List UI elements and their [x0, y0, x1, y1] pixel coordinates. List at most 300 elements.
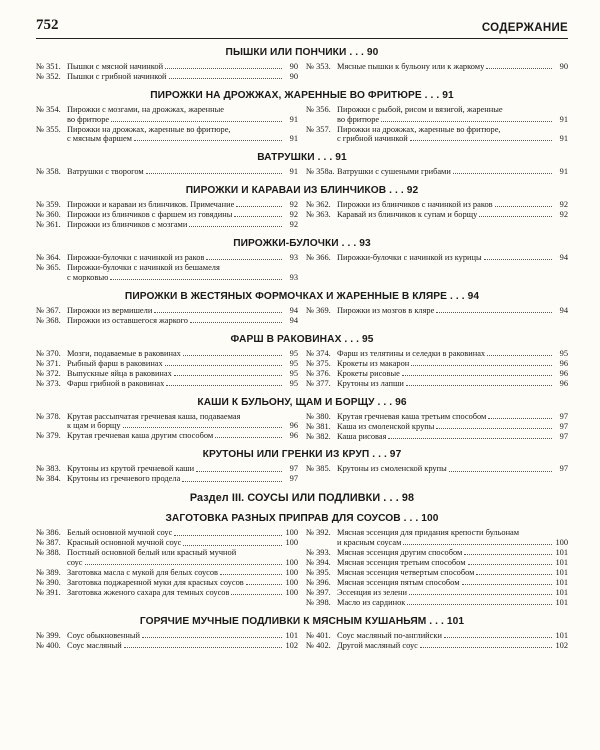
page-ref: 90	[289, 62, 298, 71]
toc-entry[interactable]	[36, 167, 298, 177]
recipe-number: № 358а.	[306, 167, 335, 177]
section-heading: ПИРОЖКИ И КАРАВАИ ИЗ БЛИНЧИКОВ . . . 92	[185, 185, 419, 197]
recipe-title: Мясная эссенция пятым способом	[337, 577, 460, 587]
recipe-title: Крутая гречневая каша другим способом	[67, 431, 214, 441]
leader-dots	[165, 359, 282, 366]
toc-section	[36, 184, 568, 230]
recipe-number: № 357.	[306, 124, 331, 134]
leader-dots	[166, 379, 282, 386]
right-column	[306, 528, 568, 607]
page-ref: 93	[289, 253, 298, 263]
recipe-title: Заготовка жженого сахара для темных соусов	[67, 587, 230, 597]
recipe-number: № 353.	[306, 62, 331, 71]
leader-dots	[487, 349, 552, 356]
page-ref: 96	[289, 421, 298, 431]
toc-entry[interactable]	[306, 588, 568, 598]
toc-entry[interactable]	[306, 306, 568, 316]
recipe-number: № 354.	[36, 104, 61, 114]
toc-entry[interactable]	[306, 253, 568, 263]
leader-dots	[462, 578, 552, 585]
page-ref: 96	[559, 358, 568, 368]
section-heading: ПИРОЖКИ-БУЛОЧКИ . . . 93	[233, 238, 371, 250]
leader-dots	[124, 641, 282, 648]
left-column	[36, 62, 298, 82]
page-ref: 95	[289, 358, 298, 368]
recipe-number: № 371.	[36, 358, 61, 368]
recipe-title: Выпускные яйца в раковинах	[67, 368, 172, 378]
toc-entry[interactable]	[306, 631, 568, 641]
leader-dots	[409, 588, 552, 595]
recipe-title: Пирожки из оставшегося жаркого	[67, 315, 188, 325]
leader-dots	[183, 349, 282, 356]
leader-dots	[174, 528, 282, 535]
toc-entry[interactable]	[36, 431, 298, 441]
page-ref: 96	[559, 368, 568, 378]
recipe-title: Мясная эссенция третьим способом	[337, 558, 466, 568]
recipe-number: № 392.	[306, 528, 331, 538]
recipe-title: Крутая гречневая каша третьим способом	[337, 411, 487, 421]
recipe-title: Пышки с мясной начинкой	[67, 62, 164, 71]
leader-dots	[85, 558, 283, 565]
leader-dots	[236, 200, 282, 207]
leader-dots	[495, 200, 552, 207]
recipe-title: Фарш грибной в раковинах	[67, 378, 165, 388]
recipe-title: Крутоны из смоленской крупы	[337, 464, 447, 474]
page-ref: 97	[559, 411, 568, 421]
leader-dots	[381, 115, 552, 122]
leader-dots	[174, 369, 282, 376]
leader-dots	[231, 588, 282, 595]
toc-entry[interactable]	[36, 528, 298, 538]
leader-dots	[420, 641, 552, 648]
toc-section	[36, 89, 568, 144]
recipe-title: с грибной начинкой	[337, 134, 408, 144]
recipe-number: № 368.	[36, 315, 61, 325]
toc-entry[interactable]	[36, 464, 298, 474]
toc-entry[interactable]	[306, 412, 568, 422]
section-heading: КРУТОНЫ ИЛИ ГРЕНКИ ИЗ КРУП . . . 97	[202, 449, 402, 461]
leader-dots	[206, 253, 282, 260]
page-ref: 100	[285, 577, 298, 587]
toc-entry[interactable]	[36, 306, 298, 316]
toc-entry[interactable]	[36, 263, 298, 282]
page-ref: 90	[559, 62, 568, 71]
page-ref: 95	[559, 348, 568, 358]
page-ref: 96	[559, 378, 568, 388]
recipe-title: Постный основной белый или красный мучной	[67, 548, 237, 558]
recipe-title: Пирожки из блинчиков с начинкой из раков	[337, 200, 493, 210]
page-ref: 101	[555, 577, 568, 587]
recipe-title: Эссенция из зелени	[337, 587, 407, 597]
recipe-number: № 395.	[306, 568, 331, 577]
recipe-number: № 402.	[306, 640, 331, 650]
recipe-title: Пирожки с рыбой, рисом и вязигой, жаренные	[337, 104, 503, 114]
page-ref: 101	[555, 597, 568, 607]
recipe-title: Каша рисовая	[337, 431, 387, 441]
page-ref: 92	[289, 220, 298, 230]
recipe-title: Пирожки из блинчиков с фаршем из говядины	[67, 210, 233, 220]
recipe-title: Пирожки из блинчиков с мозгами	[67, 220, 188, 230]
toc-entry[interactable]	[306, 641, 568, 651]
page-ref: 100	[285, 528, 298, 538]
right-column	[306, 306, 568, 326]
section-heading: ГОРЯЧИЕ МУЧНЫЕ ПОДЛИВКИ К МЯСНЫМ КУШАНЬЯМ . . . 101	[139, 615, 465, 627]
page-ref: 91	[559, 134, 568, 144]
recipe-title: с мясным фаршем	[67, 134, 132, 144]
recipe-number: № 399.	[36, 630, 61, 640]
page-ref: 92	[289, 210, 298, 220]
right-column	[306, 62, 568, 82]
toc-entry[interactable]	[306, 359, 568, 369]
recipe-title: Другой масляный соус	[337, 640, 418, 650]
toc-entry[interactable]	[36, 631, 298, 641]
toc-section	[36, 333, 568, 389]
page-ref: 102	[555, 640, 568, 650]
leader-dots	[142, 631, 282, 638]
toc-entry[interactable]	[306, 62, 568, 72]
leader-dots	[146, 167, 282, 174]
page-ref: 100	[285, 538, 298, 548]
leader-dots	[406, 379, 552, 386]
leader-dots	[436, 306, 552, 313]
page-ref: 97	[559, 431, 568, 441]
toc-section	[36, 492, 568, 505]
recipe-title: Пирожки-булочки с начинкой из раков	[67, 253, 205, 263]
recipe-number: № 385.	[306, 464, 331, 474]
leader-dots	[464, 548, 552, 555]
toc-entry[interactable]	[36, 548, 298, 567]
leader-dots	[165, 62, 282, 69]
page-ref: 92	[559, 200, 568, 210]
leader-dots	[436, 422, 552, 429]
recipe-number: № 383.	[36, 464, 61, 474]
toc-entry[interactable]	[36, 105, 298, 124]
page-ref: 95	[289, 378, 298, 388]
toc-entry[interactable]	[306, 568, 568, 578]
page-ref: 102	[285, 640, 298, 650]
recipe-title: Каша из смоленской крупы	[337, 421, 435, 431]
toc-entry[interactable]	[36, 568, 298, 578]
toc-section	[36, 448, 568, 484]
section-heading: ПИРОЖКИ В ЖЕСТЯНЫХ ФОРМОЧКАХ И ЖАРЕННЫЕ В КЛЯРЕ . . . 94	[124, 290, 480, 302]
recipe-title: Ватрушки с творогом	[67, 167, 144, 177]
section-heading: ПИРОЖКИ НА ДРОЖЖАХ, ЖАРЕННЫЕ ВО ФРИТЮРЕ . . . 91	[150, 89, 454, 101]
recipe-number: № 391.	[36, 587, 61, 597]
recipe-title: Пирожки на дрожжах, жаренные во фритюре,	[67, 124, 231, 134]
recipe-number: № 374.	[306, 348, 331, 358]
recipe-number: № 378.	[36, 411, 61, 421]
recipe-title: Заготовка поджаренной муки для красных соусов	[67, 577, 244, 587]
section-heading: ПЫШКИ ИЛИ ПОНЧИКИ . . . 90	[225, 47, 379, 58]
page-ref: 101	[555, 630, 568, 640]
page-ref: 96	[289, 431, 298, 441]
recipe-title: Крутоны из гречневого продела	[67, 474, 181, 484]
page-ref: 101	[555, 587, 568, 597]
toc-entry[interactable]	[36, 349, 298, 359]
recipe-number: № 372.	[36, 368, 61, 378]
toc-entry[interactable]	[306, 598, 568, 608]
leader-dots	[388, 432, 552, 439]
section-heading: ВАТРУШКИ . . . 91	[257, 152, 347, 164]
toc-entry[interactable]	[306, 548, 568, 558]
recipe-number: № 361.	[36, 220, 61, 230]
recipe-number: № 377.	[306, 378, 331, 388]
recipe-title: Крокеты рисовые	[337, 368, 400, 378]
recipe-title: соус	[67, 558, 83, 568]
leader-dots	[411, 359, 552, 366]
recipe-title: Фарш из телятины и селедки в раковинах	[337, 348, 486, 358]
recipe-title: Пирожки на дрожжах, жаренные во фритюре,	[337, 124, 501, 134]
page-ref: 100	[285, 558, 298, 568]
toc-entry[interactable]	[36, 578, 298, 588]
recipe-title: Пирожки-булочки с начинкой из курицы	[337, 253, 482, 263]
page-ref: 100	[555, 538, 568, 548]
toc-entry[interactable]	[306, 432, 568, 442]
leader-dots	[123, 421, 282, 428]
recipe-number: № 356.	[306, 104, 331, 114]
recipe-number: № 384.	[36, 474, 61, 484]
recipe-title: Белый основной мучной соус	[67, 528, 173, 538]
recipe-number: № 393.	[306, 548, 331, 558]
part-heading: Раздел III. СОУСЫ ИЛИ ПОДЛИВКИ . . . 98	[189, 492, 415, 505]
recipe-number: № 360.	[36, 210, 61, 220]
left-column	[36, 631, 298, 651]
recipe-title: Мясная эссенция для придания крепости бульонам	[337, 528, 520, 538]
page-ref: 91	[289, 167, 298, 177]
right-column	[306, 412, 568, 442]
recipe-title: Крутоны из крутой гречневой каши	[67, 464, 195, 474]
right-column	[306, 105, 568, 144]
recipe-number: № 400.	[36, 640, 61, 650]
page-ref: 97	[289, 464, 298, 474]
recipe-number: № 398.	[306, 597, 331, 607]
leader-dots	[444, 631, 552, 638]
toc-entry[interactable]	[36, 412, 298, 431]
right-column	[306, 167, 568, 177]
toc-entry[interactable]	[36, 641, 298, 651]
page-ref: 94	[559, 253, 568, 263]
recipe-number: № 370.	[36, 348, 61, 358]
left-column	[36, 528, 298, 607]
recipe-number: № 381.	[306, 421, 331, 431]
recipe-number: № 401.	[306, 630, 331, 640]
toc-entry[interactable]	[36, 474, 298, 484]
toc-entry[interactable]	[306, 349, 568, 359]
right-column	[306, 349, 568, 389]
section-heading: ФАРШ В РАКОВИНАХ . . . 95	[230, 333, 374, 345]
recipe-title: во фритюре	[67, 114, 110, 124]
leader-dots	[403, 538, 552, 545]
recipe-title: Ватрушки с сушеными грибами	[337, 167, 451, 177]
recipe-number: № 394.	[306, 558, 331, 568]
page-header	[36, 10, 568, 34]
page-ref: 97	[559, 421, 568, 431]
recipe-title: Мозги, подаваемые в раковинах	[67, 348, 181, 358]
leader-dots	[407, 598, 552, 605]
recipe-title: Рыбный фарш в раковинах	[67, 358, 163, 368]
left-column	[36, 200, 298, 230]
left-column	[36, 349, 298, 389]
toc-section	[36, 237, 568, 283]
toc-entry[interactable]	[306, 210, 568, 220]
recipe-number: № 373.	[36, 378, 61, 388]
page-ref: 91	[289, 114, 298, 124]
recipe-number: № 366.	[306, 253, 331, 263]
toc-entry[interactable]	[306, 558, 568, 568]
recipe-title: Пирожки из мозгов в кляре	[337, 305, 435, 315]
page-ref: 101	[555, 568, 568, 577]
left-column	[36, 306, 298, 326]
leader-dots	[410, 134, 552, 141]
leader-dots	[402, 369, 552, 376]
leader-dots	[220, 568, 282, 575]
toc-section	[36, 615, 568, 651]
toc-entry[interactable]	[36, 538, 298, 548]
recipe-number: № 367.	[36, 305, 61, 315]
page-ref: 95	[289, 368, 298, 378]
left-column	[36, 464, 298, 484]
leader-dots	[246, 578, 282, 585]
leader-dots	[190, 316, 282, 323]
leader-dots	[196, 464, 282, 471]
leader-dots	[449, 464, 552, 471]
toc-entry[interactable]	[306, 167, 568, 177]
recipe-title: и красным соусам	[337, 538, 402, 548]
recipe-number: № 358.	[36, 167, 61, 177]
toc-entry[interactable]	[36, 72, 298, 82]
toc-entry[interactable]	[306, 578, 568, 588]
toc-entry[interactable]	[306, 125, 568, 144]
recipe-title: во фритюре	[337, 114, 380, 124]
recipe-title: Мясная эссенция четвертым способом	[337, 568, 475, 577]
toc-section	[36, 46, 568, 82]
left-column	[36, 105, 298, 144]
recipe-number: № 387.	[36, 538, 61, 548]
toc-entry[interactable]	[36, 210, 298, 220]
recipe-number: № 388.	[36, 548, 61, 558]
page-ref: 97	[559, 464, 568, 474]
page-ref: 100	[285, 587, 298, 597]
running-head: СОДЕРЖАНИЕ	[481, 22, 568, 34]
recipe-number: № 352.	[36, 71, 61, 81]
leader-dots	[182, 474, 282, 481]
recipe-number: № 351.	[36, 62, 61, 71]
recipe-title: Красный основной мучной соус	[67, 538, 182, 548]
recipe-title: Масло из сардинок	[337, 597, 406, 607]
recipe-number: № 365.	[36, 263, 61, 273]
recipe-title: Каравай из блинчиков к супам и борщу	[337, 210, 478, 220]
recipe-number: № 389.	[36, 568, 61, 577]
leader-dots	[486, 62, 552, 69]
toc-entry[interactable]	[36, 220, 298, 230]
leader-dots	[215, 431, 282, 438]
recipe-number: № 363.	[306, 210, 331, 220]
toc-entry[interactable]	[306, 105, 568, 124]
right-column	[306, 200, 568, 230]
toc-entry[interactable]	[36, 369, 298, 379]
page-ref: 94	[289, 315, 298, 325]
recipe-number: № 380.	[306, 411, 331, 421]
toc-entry[interactable]	[36, 316, 298, 326]
leader-dots	[453, 167, 552, 174]
recipe-title: Пирожки с мозгами, на дрожжах, жаренные	[67, 104, 224, 114]
page-ref: 91	[559, 114, 568, 124]
toc-entry[interactable]	[36, 379, 298, 389]
toc-entry[interactable]	[306, 379, 568, 389]
toc-entry[interactable]	[36, 62, 298, 72]
recipe-title: Мясная эссенция другим способом	[337, 548, 463, 558]
recipe-number: № 359.	[36, 200, 61, 210]
leader-dots	[110, 273, 282, 280]
leader-dots	[468, 558, 552, 565]
left-column	[36, 253, 298, 283]
leader-dots	[183, 538, 282, 545]
toc-entry[interactable]	[306, 200, 568, 210]
header-rule	[36, 38, 568, 39]
toc-entry[interactable]	[36, 125, 298, 144]
toc-entry[interactable]	[306, 422, 568, 432]
page-ref: 101	[555, 558, 568, 568]
recipe-title: Крокеты из макарон	[337, 358, 410, 368]
recipe-number: № 396.	[306, 577, 331, 587]
recipe-number: № 376.	[306, 368, 331, 378]
recipe-number: № 397.	[306, 587, 331, 597]
page-ref: 100	[285, 568, 298, 577]
toc-entry[interactable]	[306, 464, 568, 474]
leader-dots	[479, 210, 552, 217]
recipe-number: № 390.	[36, 577, 61, 587]
recipe-title: Мясные пышки к бульону или к жаркому	[337, 62, 485, 71]
recipe-title: с морковью	[67, 272, 109, 282]
recipe-number: № 364.	[36, 253, 61, 263]
page-ref: 94	[559, 305, 568, 315]
page-ref: 91	[289, 134, 298, 144]
recipe-number: № 375.	[306, 358, 331, 368]
left-column	[36, 412, 298, 442]
toc-entry[interactable]	[36, 359, 298, 369]
toc-entry[interactable]	[36, 253, 298, 263]
toc-section	[36, 396, 568, 442]
page-ref: 101	[285, 630, 298, 640]
recipe-title: Пирожки-булочки с начинкой из бешамеля	[67, 263, 220, 273]
toc-entry[interactable]	[36, 588, 298, 598]
recipe-title: Соус масляный	[67, 640, 122, 650]
recipe-title: к щам и борщу	[67, 421, 121, 431]
page-number: 752	[36, 17, 59, 33]
recipe-title: Заготовка масла с мукой для белых соусов	[67, 568, 219, 577]
toc-entry[interactable]	[306, 528, 568, 547]
leader-dots	[111, 115, 282, 122]
recipe-title: Крутая рассыпчатая гречневая каша, подаваемая	[67, 411, 241, 421]
leader-dots	[154, 306, 282, 313]
left-column	[36, 167, 298, 177]
leader-dots	[476, 568, 552, 575]
section-heading: ЗАГОТОВКА РАЗНЫХ ПРИПРАВ ДЛЯ СОУСОВ . . . 100	[165, 513, 439, 525]
toc-section	[36, 290, 568, 326]
page-ref: 92	[559, 210, 568, 220]
page-ref: 93	[289, 272, 298, 282]
recipe-title: Пышки с грибной начинкой	[67, 71, 167, 81]
toc-entry[interactable]	[36, 200, 298, 210]
toc-entry[interactable]	[306, 369, 568, 379]
recipe-number: № 386.	[36, 528, 61, 538]
leader-dots	[488, 412, 552, 419]
page-ref: 101	[555, 548, 568, 558]
recipe-title: Крутоны из лапши	[337, 378, 404, 388]
recipe-title: Соус обыкновенный	[67, 630, 140, 640]
right-column	[306, 464, 568, 484]
recipe-number: № 379.	[36, 431, 61, 441]
